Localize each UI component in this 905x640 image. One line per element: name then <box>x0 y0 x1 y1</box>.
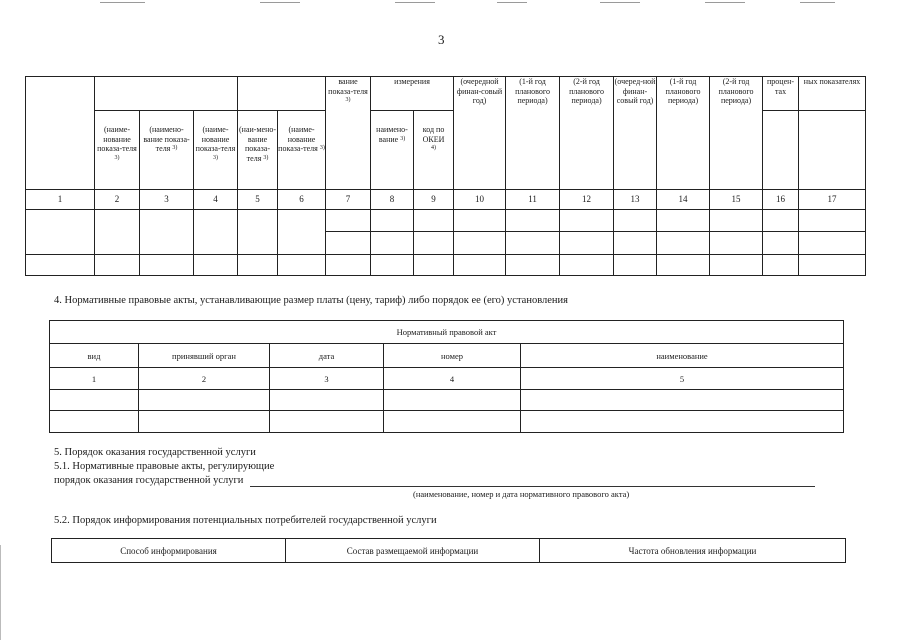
column-header-name: наименование <box>521 344 844 368</box>
subheader-cell-6 <box>278 111 326 190</box>
empty-cell <box>454 210 506 232</box>
subheader-text: (наиме-нование показа-теля <box>278 125 318 153</box>
subheader-cell-5 <box>238 111 278 190</box>
column-number: 16 <box>763 190 799 210</box>
empty-cell <box>194 210 238 255</box>
subheader-cell-8 <box>371 111 414 190</box>
column-number: 9 <box>414 190 454 210</box>
empty-cell <box>238 210 278 255</box>
column-header-method: Способ информирования <box>52 539 286 563</box>
empty-cell <box>414 255 454 276</box>
header-cell-10: (очередной финан-совый год) <box>454 77 506 190</box>
column-header-authority: принявший орган <box>139 344 270 368</box>
column-number: 8 <box>371 190 414 210</box>
empty-cell <box>50 390 139 411</box>
section-5-1-line2: порядок оказания государственной услуги <box>54 475 244 486</box>
column-number: 4 <box>384 368 521 390</box>
table-header: Нормативный правовой акт <box>50 321 844 344</box>
empty-cell <box>614 210 657 232</box>
column-number: 5 <box>238 190 278 210</box>
column-number: 5 <box>521 368 844 390</box>
subheader-text: (наи-мено-вание показа-теля <box>239 125 277 163</box>
empty-cell <box>657 210 710 232</box>
table-row <box>50 411 844 433</box>
subheader-cell-9 <box>414 111 454 190</box>
table-row <box>50 390 844 411</box>
empty-cell <box>371 232 414 255</box>
empty-cell <box>371 210 414 232</box>
empty-cell <box>326 210 371 232</box>
column-number: 13 <box>614 190 657 210</box>
empty-cell <box>326 255 371 276</box>
margin-mark <box>0 545 1 640</box>
empty-cell <box>763 255 799 276</box>
empty-cell <box>763 232 799 255</box>
subheader-text: (наиме-нование показа-теля <box>97 125 137 153</box>
footnote-ref: 3) <box>263 154 269 161</box>
table-row <box>26 210 866 232</box>
empty-cell <box>560 255 614 276</box>
top-rule <box>100 2 145 3</box>
empty-cell <box>278 210 326 255</box>
empty-cell <box>140 255 194 276</box>
subheader-cell-2 <box>95 111 140 190</box>
column-number: 2 <box>95 190 140 210</box>
empty-cell <box>26 210 95 255</box>
column-number: 12 <box>560 190 614 210</box>
empty-cell <box>657 255 710 276</box>
header-cell-13: (очеред-ной финан-совый год) <box>614 77 657 190</box>
footnote-ref: 3) <box>114 154 120 161</box>
column-number: 6 <box>278 190 326 210</box>
footnote-ref: 3) <box>213 154 218 161</box>
empty-cell <box>384 390 521 411</box>
subheader-cell-4 <box>194 111 238 190</box>
empty-cell <box>521 390 844 411</box>
empty-cell <box>506 232 560 255</box>
empty-cell <box>326 232 371 255</box>
header-group-5-6 <box>238 77 326 111</box>
empty-cell <box>371 255 414 276</box>
empty-cell <box>26 255 95 276</box>
column-number: 17 <box>799 190 866 210</box>
empty-cell <box>506 210 560 232</box>
empty-cell <box>657 232 710 255</box>
empty-cell <box>414 232 454 255</box>
empty-cell <box>194 255 238 276</box>
empty-cell <box>270 390 384 411</box>
page-number: 3 <box>438 32 445 47</box>
header-cell-7 <box>326 77 371 190</box>
empty-cell <box>95 255 140 276</box>
fill-in-line <box>250 486 815 487</box>
column-number: 3 <box>140 190 194 210</box>
section-5-2-title: 5.2. Порядок информирования потенциальных потребителей государственной услуги <box>54 515 437 526</box>
column-header-kind: вид <box>50 344 139 368</box>
fill-in-caption: (наименование, номер и дата нормативного правового акта) <box>413 489 630 499</box>
section-5-title: 5. Порядок оказания государственной услуги <box>54 447 256 458</box>
empty-cell <box>140 210 194 255</box>
column-header-frequency: Частота обновления информации <box>540 539 846 563</box>
empty-cell <box>799 232 866 255</box>
empty-cell <box>384 411 521 433</box>
empty-cell <box>139 411 270 433</box>
top-rule <box>395 2 435 3</box>
column-number: 15 <box>710 190 763 210</box>
header-cell-16: процен-тах <box>763 77 799 111</box>
subheader-text: (наимено-вание показа-теля <box>143 125 190 153</box>
column-number: 4 <box>194 190 238 210</box>
table-row <box>26 255 866 276</box>
empty-cell <box>50 411 139 433</box>
header-cell-14: (1-й год планового периода) <box>657 77 710 190</box>
top-rule <box>705 2 745 3</box>
header-cell-11: (1-й год планового периода) <box>506 77 560 190</box>
header-cell-12: (2-й год планового периода) <box>560 77 614 190</box>
header-cell-1 <box>26 77 95 190</box>
empty-cell <box>710 210 763 232</box>
column-number: 10 <box>454 190 506 210</box>
header-cell-15: (2-й год планового периода) <box>710 77 763 190</box>
column-number: 3 <box>270 368 384 390</box>
empty-cell <box>454 232 506 255</box>
section-5-1-line1: 5.1. Нормативные правовые акты, регулирующие <box>54 461 275 472</box>
informing-table <box>51 538 846 563</box>
empty-cell <box>560 210 614 232</box>
empty-cell <box>139 390 270 411</box>
empty-cell <box>799 255 866 276</box>
empty-cell <box>270 411 384 433</box>
column-number: 7 <box>326 190 371 210</box>
header-cell-8-9: измерения <box>371 77 454 111</box>
column-number: 1 <box>26 190 95 210</box>
column-number: 1 <box>50 368 139 390</box>
empty-cell <box>278 255 326 276</box>
empty-cell <box>710 255 763 276</box>
empty-cell <box>414 210 454 232</box>
subheader-cell-17 <box>799 111 866 190</box>
top-rule <box>800 2 835 3</box>
column-header-number: номер <box>384 344 521 368</box>
section-4-title: 4. Нормативные правовые акты, устанавливающие размер платы (цену, тариф) либо порядок ее (его) установления <box>54 295 568 306</box>
subheader-text: код по ОКЕИ <box>422 125 445 144</box>
footnote-ref: 3) <box>172 145 178 151</box>
column-number: 14 <box>657 190 710 210</box>
top-rule <box>260 2 300 3</box>
column-header-date: дата <box>270 344 384 368</box>
empty-cell <box>799 210 866 232</box>
empty-cell <box>560 232 614 255</box>
footnote-ref: 3) <box>319 145 325 151</box>
empty-cell <box>238 255 278 276</box>
column-number: 11 <box>506 190 560 210</box>
empty-cell <box>521 411 844 433</box>
empty-cell <box>454 255 506 276</box>
subheader-cell-3 <box>140 111 194 190</box>
empty-cell <box>506 255 560 276</box>
column-header-content: Состав размещаемой информации <box>286 539 540 563</box>
subheader-text: (наиме-нование показа-теля <box>195 125 236 153</box>
header-cell-17: ных показателях <box>799 77 866 111</box>
top-rule <box>497 2 527 3</box>
empty-cell <box>763 210 799 232</box>
empty-cell <box>95 210 140 255</box>
footnote-ref: 4) <box>431 145 437 151</box>
empty-cell <box>710 232 763 255</box>
legal-acts-table <box>49 320 844 433</box>
quality-indicators-table <box>25 76 866 276</box>
footnote-ref: 3) <box>400 135 406 142</box>
header-cell-7-text: вание показа-теля <box>328 77 368 96</box>
column-number: 2 <box>139 368 270 390</box>
subheader-cell-16 <box>763 111 799 190</box>
empty-cell <box>614 232 657 255</box>
subheader-text: наимено-вание <box>376 125 408 144</box>
header-group-2-4 <box>95 77 238 111</box>
top-rule <box>600 2 640 3</box>
footnote-ref: 3) <box>345 97 351 103</box>
empty-cell <box>614 255 657 276</box>
